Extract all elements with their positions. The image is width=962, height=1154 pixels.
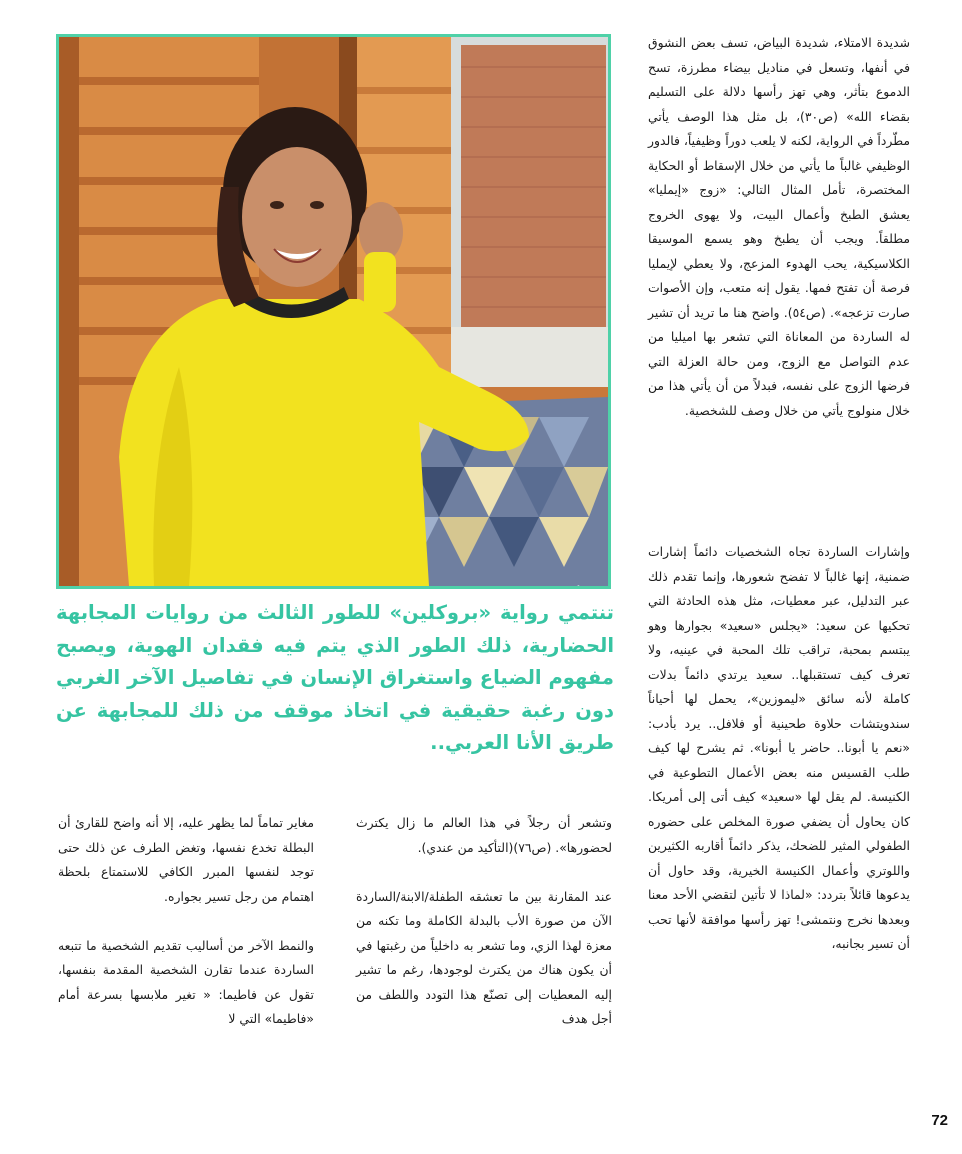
- pull-quote: تنتمي رواية «بروكلين» للطور الثالث من روايات المجابهة الحضارية، ذلك الطور الذي يتم فيه فقدان الهوية، ويصبح مفهوم الضياع واستغراق الإنسان في تفاصيل الآخر الغربي دون رغبة حقيقية في اتخاذ موقف من ذلك للمجابهة عن طريق الأنا العربي..: [56, 601, 614, 754]
- article-column-right-bottom: [648, 540, 910, 957]
- paragraph: شديدة الامتلاء، شديدة البياض، تسف بعض النشوق في أنفها، وتسعل في مناديل بيضاء مطرزة، تسح الدموع بتأثر، وهي تهز رأسها دلالة على التسليم بقضاء الله» (ص٣٠)، بل مثل هذا الوصف يأتي مطّرداً في الرواية، لكنه لا يلعب دوراً وظيفياً، فالدور الوظيفي غالباً ما يأتي من خلال الإسقاط أو الحكاية المختصرة، تأمل المثال التالي: «زوج «إيمليا» يعشق الطبخ وأعمال البيت، ولا يهوى الخروج مطلقاً. ويجب أن يطبخ وهو يسمع الموسيقا الكلاسيكية، يحب الهدوء المزعج، ولا يعطي لإيمليا فرصة أن تفتح فمها. يقول إنه متعب، وإن الأصوات صارت تزعجه». (ص٥٤). واضح هنا ما تريد أن تشير له الساردة من المعاناة التي تشعر بها اميليا من عدم التواصل مع الزوج، ومن حالة العزلة التي فرضها الزوج على نفسه، فبدلاً من أن يأتي هذا من خلال منولوج يأتي من خلال وصف للشخصية.: [648, 35, 910, 418]
- paragraph: مغاير تماماً لما يظهر عليه، إلا أنه واضح للقارئ أن البطلة تخدع نفسها، وتغض الطرف عن ذلك حتى توجد لنفسها المبرر الكافي للاستمتاع بلحظة اهتمام من رجل تسير بجواره.: [58, 815, 314, 904]
- paragraph: عند المقارنة بين ما تعشقه الطفلة/الابنة/الساردة الآن من صورة الأب بالبدلة الكاملة وما تكنه من معزة لهذا الزي، وما تشعر به داخلياً من رغبتها في أن يكون هناك من يكترث لوجودها، رغم ما تشير إليه المعطيات إلى تصنّع هذا التودد واللطف من أجل هدف: [356, 888, 612, 1026]
- paragraph: وتشعر أن رجلاً في هذا العالم ما زال يكترث لحضورها». (ص٧٦)(التأكيد من عندي).: [356, 815, 612, 855]
- article-column-left: [58, 811, 314, 1032]
- photo-credit: [537, 587, 608, 589]
- page-number: 72: [931, 1112, 948, 1129]
- photo-illustration: [59, 37, 608, 586]
- article-column-right-top: [648, 31, 910, 423]
- author-photo: [56, 34, 611, 589]
- article-column-middle: [356, 811, 612, 1032]
- paragraph: وإشارات الساردة تجاه الشخصيات دائماً إشارات ضمنية، إنها غالباً لا تفضح شعورها، وإنما تقدم ذلك عبر التدليل، عبر معطيات، مثل هذه الحادثة التي تحكيها عن سعيد: «يجلس «سعيد» بجوارها وهو يبتسم بمحبة، تراقب تلك المحبة في عينيه، ولا تعرف كيف تستقبلها.. سعيد يرتدي دائماً بدلات كاملة لأنه سائق «ليموزين»، يحمل لها أحياناً سندويتشات حلاوة طحينية أو فلافل.. يرد بأدب: «نعم يا أبونا.. حاضر يا أبونا». ثم يشرح لها كيف طلب القسيس منه بعض الأعمال التطوعية في الكنيسة. لم يقل لها «سعيد» كيف أتى إلى أمريكا. كان يحاول أن يضفي صورة المخلص على حضوره الطفولي المثير للضحك، يذكر دائماً أقاربه الكثيرين واللوتري وأعمال الكنيسة الخيرية، وقد حاول أن يدعوها قائلاً بتردد: «لماذا لا تأتين لتقضي الأحد معنا وبعدها نخرج ونتمشى! تهز رأسها موافقة لأنها تحب أن تسير بجانبه،: [648, 544, 910, 951]
- paragraph: والنمط الآخر من أساليب تقديم الشخصية ما تتبعه الساردة عندما تقارن الشخصية المقدمة بنفسها، تقول عن فاطيما: « تغير ملابسها بسرعة أمام «فاطيما» التي لا: [58, 937, 314, 1026]
